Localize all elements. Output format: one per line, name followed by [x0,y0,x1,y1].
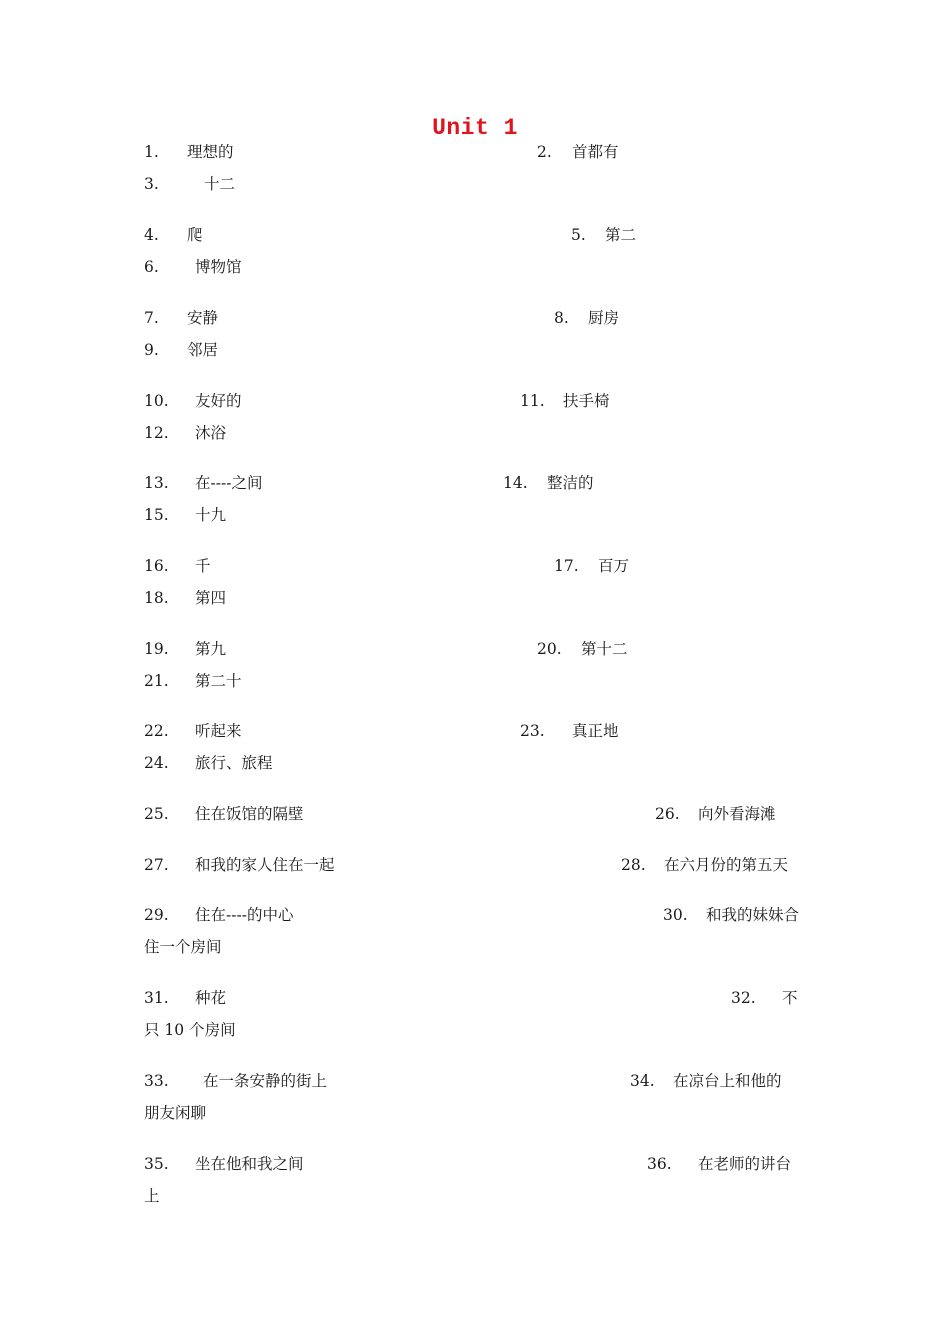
item-text: 邻居 [187,341,219,359]
item-number: 19. [144,640,169,658]
list-item-25 [144,804,304,824]
item-number: 27. [144,856,169,874]
item-number: 3. [144,175,159,193]
item-number: 18. [144,589,169,607]
item-text: 真正地 [572,722,619,740]
item-text: 在凉台上和他的 [673,1072,782,1090]
item-30-continuation: 住一个房间 [144,938,222,956]
item-text: 在六月份的第五天 [664,856,789,874]
item-text: 听起来 [195,722,242,740]
list-item-1 [144,142,234,162]
item-number: 36. [647,1155,672,1173]
item-text: 沐浴 [195,424,227,442]
list-item-23 [520,721,619,741]
item-number: 34. [630,1072,655,1090]
list-item-20 [537,639,628,659]
item-text: 住在饭馆的隔壁 [195,805,304,823]
item-number: 2. [537,143,552,161]
item-number: 21. [144,672,169,690]
item-number: 23. [520,722,545,740]
item-text: 首都有 [572,143,619,161]
list-item-8 [554,308,619,328]
item-number: 20. [537,640,562,658]
item-number: 22. [144,722,169,740]
list-item-30 [663,905,799,925]
item-text: 在一条安静的街上 [203,1072,328,1090]
item-text: 百万 [598,557,630,575]
item-number: 31. [144,989,169,1007]
list-item-3 [144,174,235,194]
item-text: 第二十 [195,672,242,690]
list-item-21 [144,671,242,691]
list-item-28 [621,855,788,875]
item-number: 8. [554,309,569,327]
list-item-33 [144,1071,327,1091]
list-item-19 [144,639,226,659]
list-item-2 [537,142,619,162]
item-text: 理想的 [187,143,234,161]
item-number: 16. [144,557,169,575]
list-item-34 [630,1071,782,1091]
item-number: 17. [554,557,579,575]
item-number: 35. [144,1155,169,1173]
list-item-14 [503,473,594,493]
list-item-26 [655,804,776,824]
item-text: 在----之间 [195,474,263,492]
item-text: 在老师的讲台 [698,1155,792,1173]
list-item-12 [144,423,226,443]
list-item-5 [571,225,636,245]
item-text: 种花 [195,989,227,1007]
item-number: 14. [503,474,528,492]
item-text: 第四 [195,589,227,607]
list-item-15 [144,505,226,525]
item-number: 10. [144,392,169,410]
item-32-continuation: 只 10 个房间 [144,1021,236,1039]
list-item-35 [144,1154,304,1174]
list-item-18 [144,588,226,608]
item-text: 第九 [195,640,227,658]
item-number: 25. [144,805,169,823]
item-text: 十九 [195,506,227,524]
item-number: 7. [144,309,159,327]
item-number: 30. [663,906,688,924]
item-text: 坐在他和我之间 [195,1155,304,1173]
item-34-continuation: 朋友闲聊 [144,1104,207,1122]
list-item-24 [144,753,273,773]
item-text: 旅行、旅程 [195,754,273,772]
item-number: 13. [144,474,169,492]
item-text: 爬 [187,226,203,244]
list-item-4 [144,225,203,245]
item-text: 和我的妹妹合 [706,906,800,924]
list-item-16 [144,556,211,576]
item-number: 26. [655,805,680,823]
page-title: Unit 1 [432,115,518,141]
item-text: 友好的 [195,392,242,410]
item-number: 6. [144,258,159,276]
list-item-36 [647,1154,791,1174]
item-text: 向外看海滩 [698,805,776,823]
item-text: 住在----的中心 [195,906,294,924]
list-item-9 [144,340,218,360]
item-text: 整洁的 [547,474,594,492]
item-number: 15. [144,506,169,524]
list-item-22 [144,721,242,741]
item-text: 第二 [605,226,637,244]
item-number: 1. [144,143,159,161]
item-number: 5. [571,226,586,244]
item-text: 厨房 [588,309,620,327]
item-number: 24. [144,754,169,772]
list-item-10 [144,391,242,411]
list-item-32 [731,988,798,1008]
item-text: 博物馆 [195,258,242,276]
item-number: 9. [144,341,159,359]
item-number: 28. [621,856,646,874]
item-text: 和我的家人住在一起 [195,856,335,874]
item-number: 33. [144,1072,169,1090]
item-number: 11. [520,392,545,410]
list-item-6 [144,257,242,277]
list-item-31 [144,988,226,1008]
item-text: 安静 [187,309,219,327]
list-item-13 [144,473,262,493]
item-36-continuation: 上 [144,1187,160,1205]
list-item-27 [144,855,335,875]
item-number: 12. [144,424,169,442]
item-text: 扶手椅 [563,392,610,410]
item-number: 4. [144,226,159,244]
item-text: 十二 [204,175,236,193]
list-item-11 [520,391,610,411]
list-item-7 [144,308,218,328]
item-text: 第十二 [581,640,628,658]
item-number: 29. [144,906,169,924]
list-item-29 [144,905,293,925]
list-item-17 [554,556,629,576]
item-text: 不 [782,989,798,1007]
item-number: 32. [731,989,756,1007]
item-text: 千 [195,557,211,575]
